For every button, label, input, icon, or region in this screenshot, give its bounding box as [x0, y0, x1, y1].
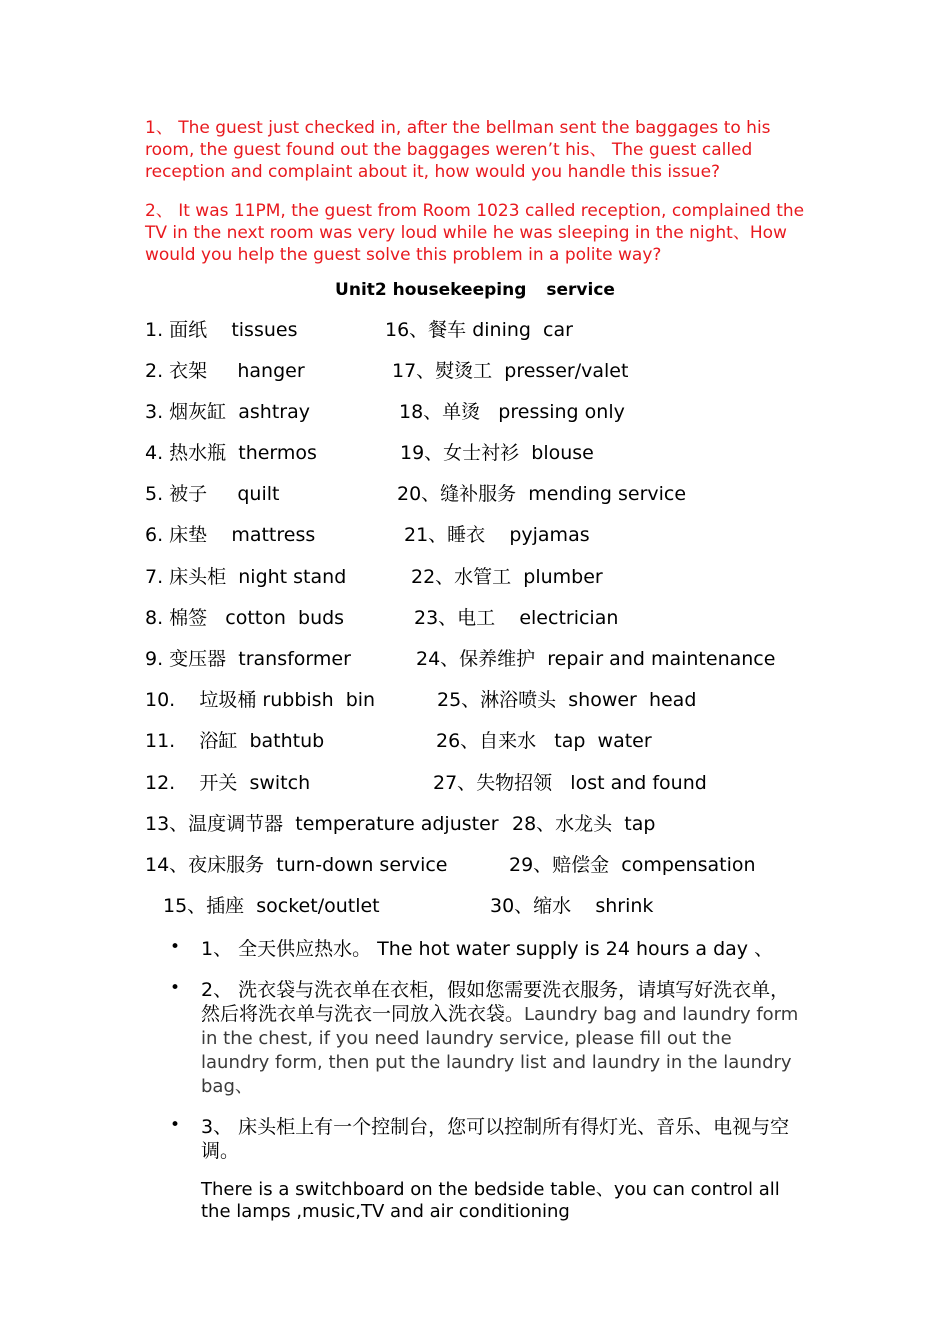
vocab-right: 30、缩水 shrink	[490, 895, 654, 917]
vocab-right: 19、女士衬衫 blouse	[400, 442, 594, 464]
vocab-left: 6. 床垫 mattress	[145, 524, 316, 546]
vocab-right: 29、赔偿金 compensation	[509, 854, 756, 876]
vocab-row	[0, 770, 950, 796]
vocab-left: 10. 垃圾桶 rubbish bin	[145, 689, 376, 711]
vocab-left: 7. 床头柜 night stand	[145, 566, 347, 588]
vocab-left: 1. 面纸 tissues	[145, 319, 298, 341]
bullet-cn: 2、 洗衣袋与洗衣单在衣柜，假如您需要洗衣服务，请填写好洗衣单，然后将洗衣单与洗衣一同放入洗衣袋。	[201, 979, 790, 1025]
vocab-right: 16、餐车 dining car	[385, 319, 573, 341]
bullet-text	[201, 1115, 801, 1223]
vocab-left: 5. 被子 quilt	[145, 483, 280, 505]
vocab-left: 8. 棉签 cotton buds	[145, 607, 345, 629]
bullet-dot: •	[170, 1115, 181, 1135]
vocab-row	[0, 728, 950, 754]
vocab-left: 12. 开关 switch	[145, 772, 311, 794]
vocab-right: 21、睡衣 pyjamas	[404, 524, 590, 546]
vocab-row	[0, 440, 950, 466]
vocab-right: 25、淋浴喷头 shower head	[437, 689, 697, 711]
unit-title-main: Unit2 housekeeping	[335, 280, 527, 300]
vocab-right: 27、失物招领 lost and found	[433, 772, 707, 794]
vocab-row	[0, 852, 950, 878]
vocab-row	[0, 687, 950, 713]
bullet-en: There is a switchboard on the bedside table、you can control all the lamps ,music,TV and air conditioning	[201, 1179, 780, 1222]
vocab-right: 24、保养维护 repair and maintenance	[416, 648, 776, 670]
vocab-row	[0, 399, 950, 425]
unit-title	[0, 280, 950, 300]
vocab-row	[0, 605, 950, 631]
vocab-row	[0, 317, 950, 343]
vocab-row	[0, 811, 950, 837]
vocab-row	[0, 481, 950, 507]
bullet-text	[201, 978, 801, 1098]
vocab-left: 13、温度调节器 temperature adjuster	[145, 813, 499, 835]
vocab-left: 3. 烟灰缸 ashtray	[145, 401, 310, 423]
bullet-en: Laundry bag and laundry form in the chest, if you need laundry service, please fill out the laundry form, then put the laundry list and laundry in the laundry bag、	[201, 1004, 799, 1097]
vocab-left: 2. 衣架 hanger	[145, 360, 305, 382]
vocab-right: 28、水龙头 tap	[512, 813, 656, 835]
vocab-row	[0, 358, 950, 384]
vocab-right: 22、水管工 plumber	[411, 566, 603, 588]
vocab-left: 11. 浴缸 bathtub	[145, 730, 325, 752]
bullet-cn: 1、 全天供应热水。	[201, 938, 372, 960]
question-2: 2、 It was 11PM, the guest from Room 1023 called reception, complained the TV in the next room was very loud while he was sleeping in the night、How would you help the guest solve this problem in a polite way?	[145, 201, 805, 265]
vocab-left: 4. 热水瓶 thermos	[145, 442, 317, 464]
bullet-dot: •	[170, 978, 181, 998]
bullet-dot: •	[170, 937, 181, 957]
vocab-row	[0, 646, 950, 672]
vocab-right: 23、电工 electrician	[414, 607, 619, 629]
vocab-row	[0, 893, 950, 919]
bullet-en: The hot water supply is 24 hours a day 、	[371, 938, 774, 960]
vocab-row	[0, 522, 950, 548]
bullet-cn: 3、 床头柜上有一个控制台，您可以控制所有得灯光、音乐、电视与空调。	[201, 1116, 790, 1162]
vocab-right: 18、单烫 pressing only	[399, 401, 625, 423]
unit-title-service: service	[546, 280, 615, 300]
vocab-left: 14、夜床服务 turn-down service	[145, 854, 448, 876]
question-1: 1、 The guest just checked in, after the bellman sent the baggages to his room, the guest found out the baggages weren’t his、 The guest called reception and complaint about it, how would you handle this issue?	[145, 118, 771, 182]
vocab-left: 9. 变压器 transformer	[145, 648, 351, 670]
bullet-text	[201, 937, 801, 961]
vocab-right: 20、缝补服务 mending service	[397, 483, 687, 505]
vocab-row	[0, 564, 950, 590]
vocab-right: 17、熨烫工 presser/valet	[392, 360, 629, 382]
vocab-left: 15、插座 socket/outlet	[163, 895, 380, 917]
vocab-right: 26、自来水 tap water	[436, 730, 652, 752]
